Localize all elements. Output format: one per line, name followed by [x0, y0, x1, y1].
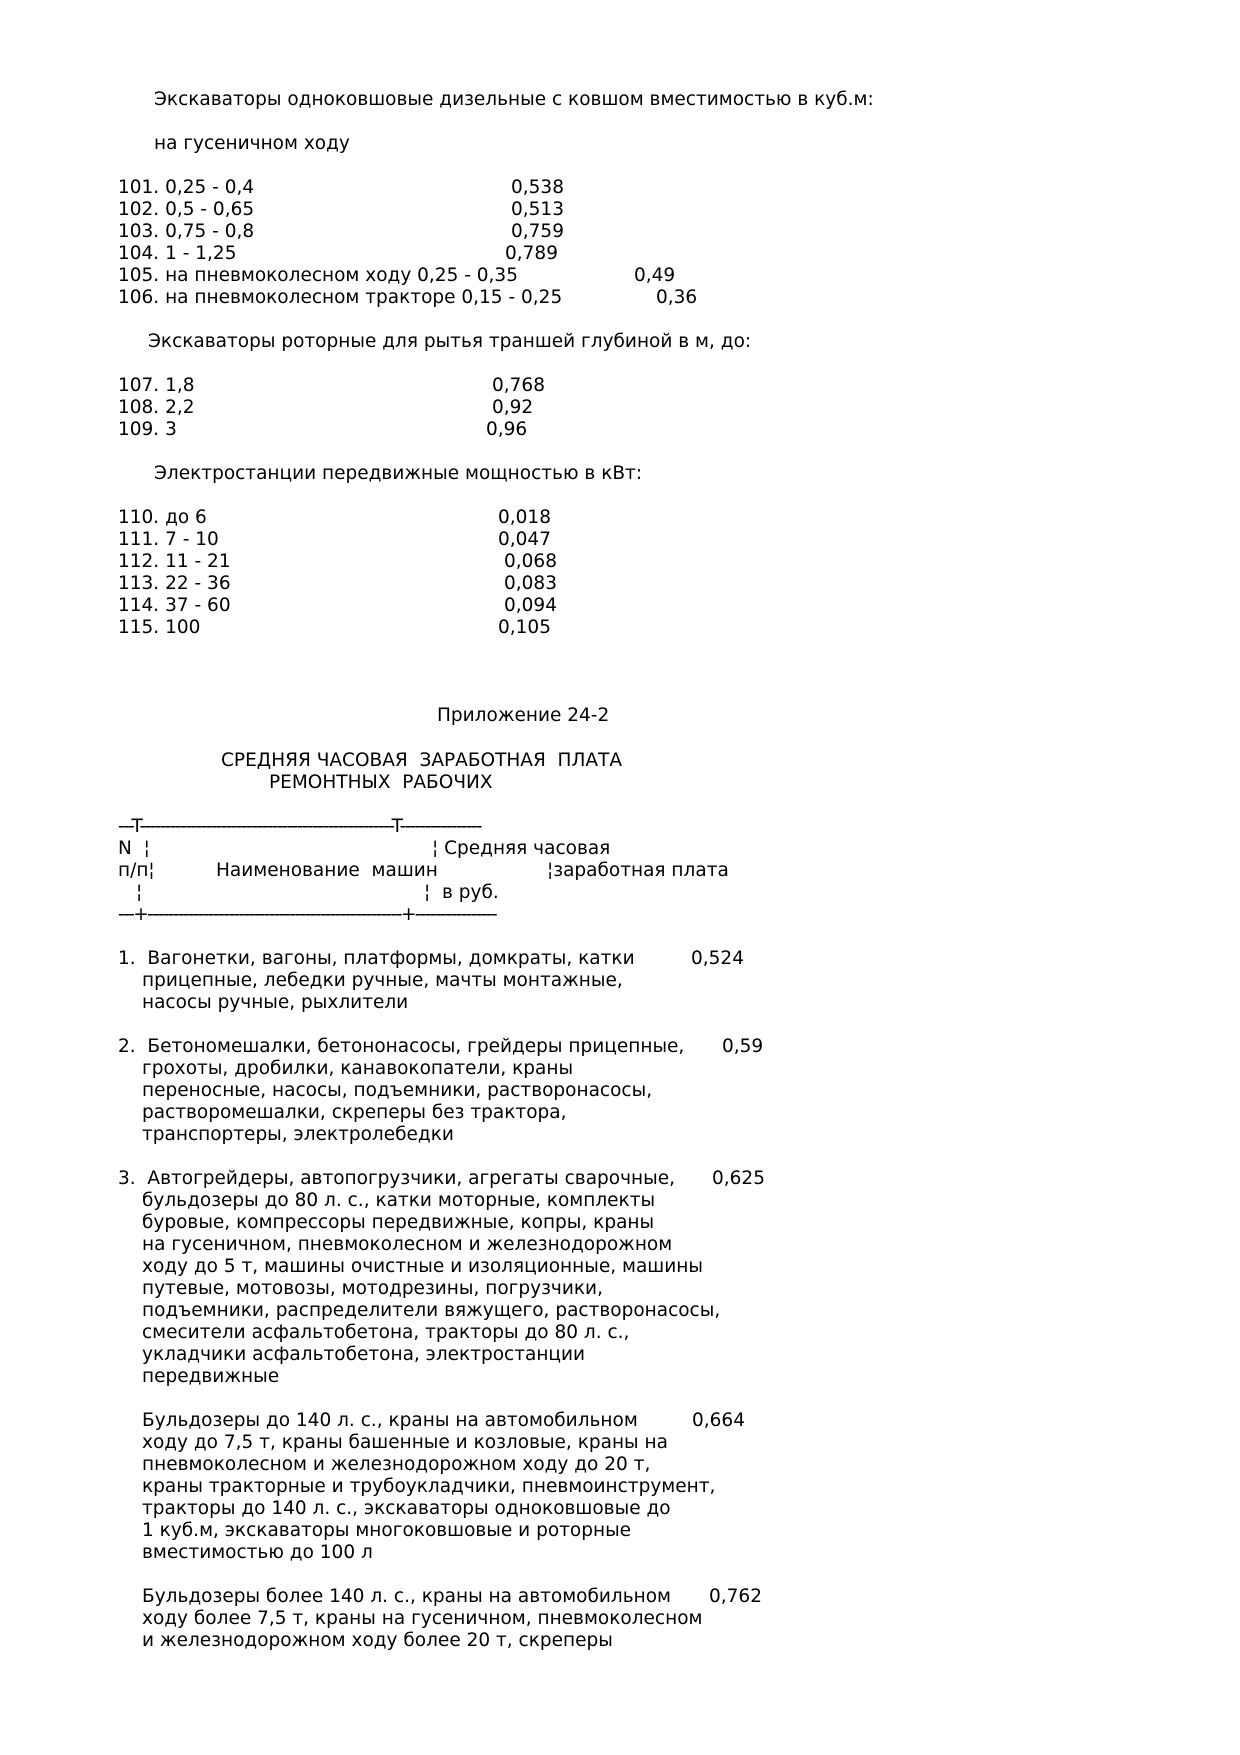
group-line: транспортеры, электролебедки [142, 1124, 454, 1145]
group-line: путевые, мотовозы, мотодрезины, погрузчики, [142, 1278, 603, 1299]
group-value: 0,625 [712, 1168, 765, 1189]
row-item: 102. 0,5 - 0,65 [118, 199, 255, 220]
row-item: 108. 2,2 [118, 397, 195, 418]
group-line: Бульдозеры до 140 л. с., краны на автомобильном [142, 1410, 638, 1431]
section-heading-power-stations: Электростанции передвижные мощностью в кВт: [154, 463, 643, 484]
row-item: 113. 22 - 36 [118, 573, 231, 594]
row-value: 0,759 [511, 221, 564, 242]
group-value: 0,762 [709, 1586, 762, 1607]
row-item: 103. 0,75 - 0,8 [118, 221, 255, 242]
appendix-title-line2: РЕМОНТНЫХ РАБОЧИХ [269, 772, 493, 793]
section-subheading-crawler: на гусеничном ходу [154, 133, 350, 154]
group-line: тракторы до 140 л. с., экскаваторы одноковшовые до [142, 1498, 671, 1519]
row-value: 0,92 [492, 397, 534, 418]
group-line: подъемники, распределители вяжущего, растворонасосы, [142, 1300, 721, 1321]
row-item: 104. 1 - 1,25 [118, 243, 237, 264]
row-value: 0,083 [504, 573, 557, 594]
row-item: 107. 1,8 [118, 375, 195, 396]
row-value: 0,047 [498, 529, 551, 550]
row-value: 0,36 [656, 287, 698, 308]
row-item: 101. 0,25 - 0,4 [118, 177, 255, 198]
group-value: 0,59 [722, 1036, 764, 1057]
row-value: 0,789 [505, 243, 558, 264]
row-value: 0,105 [498, 617, 551, 638]
group-line: Бульдозеры более 140 л. с., краны на автомобильном [142, 1586, 672, 1607]
table-header-rub: ¦ в руб. [424, 882, 499, 903]
table-header-avg-hourly: ¦ Средняя часовая [432, 838, 611, 859]
group-line: укладчики асфальтобетона, электростанции [142, 1344, 586, 1365]
group-line: пневмоколесном и железнодорожном ходу до 20 т, [142, 1454, 651, 1475]
group-line: передвижные [142, 1366, 280, 1387]
row-value: 0,49 [634, 265, 676, 286]
group-line: ходу более 7,5 т, краны на гусеничном, пневмоколесном [142, 1608, 703, 1629]
table-header-divider-left: ¦ [136, 882, 143, 903]
row-value: 0,96 [486, 419, 528, 440]
table-header-n: N ¦ [118, 838, 150, 859]
section-heading-excavators-rotor: Экскаваторы роторные для рытья траншей глубиной в м, до: [148, 331, 752, 352]
group-line: 3. Автогрейдеры, автопогрузчики, агрегаты сварочные, [118, 1168, 675, 1189]
row-item: 106. на пневмоколесном тракторе 0,15 - 0,25 [118, 287, 563, 308]
group-line: насосы ручные, рыхлители [142, 992, 409, 1013]
table-top-border: ---T--------------------------------------------------T---------------- [118, 816, 481, 837]
row-value: 0,538 [511, 177, 564, 198]
appendix-title-line1: СРЕДНЯЯ ЧАСОВАЯ ЗАРАБОТНАЯ ПЛАТА [221, 750, 622, 771]
group-line: вместимостью до 100 л [142, 1542, 373, 1563]
group-line: 1 куб.м, экскаваторы многоковшовые и роторные [142, 1520, 632, 1541]
table-header-machine-name: Наименование машин [216, 860, 438, 881]
table-bottom-border: ---+--------------------------------------------------+---------------- [118, 904, 497, 925]
group-line: и железнодорожном ходу более 20 т, скреперы [142, 1630, 613, 1651]
row-value: 0,768 [492, 375, 545, 396]
group-value: 0,664 [692, 1410, 745, 1431]
group-line: 2. Бетономешалки, бетононасосы, грейдеры прицепные, [118, 1036, 685, 1057]
group-line: бульдозеры до 80 л. с., катки моторные, комплекты [142, 1190, 656, 1211]
group-line: на гусеничном, пневмоколесном и железнодорожном [142, 1234, 673, 1255]
table-header-wage: ¦заработная плата [547, 860, 729, 881]
appendix-label: Приложение 24-2 [437, 705, 610, 726]
row-item: 111. 7 - 10 [118, 529, 219, 550]
group-line: краны тракторные и трубоукладчики, пневмоинструмент, [142, 1476, 716, 1497]
group-line: прицепные, лебедки ручные, мачты монтажные, [142, 970, 623, 991]
section-heading-excavators-single-bucket: Экскаваторы одноковшовые дизельные с ковшом вместимостью в куб.м: [154, 89, 874, 110]
group-value: 0,524 [691, 948, 744, 969]
table-header-pp: п/п¦ [118, 860, 155, 881]
row-item: 109. 3 [118, 419, 177, 440]
group-line: растворомешалки, скреперы без трактора, [142, 1102, 567, 1123]
group-line: ходу до 5 т, машины очистные и изоляционные, машины [142, 1256, 703, 1277]
group-line: буровые, компрессоры передвижные, копры, краны [142, 1212, 655, 1233]
group-line: ходу до 7,5 т, краны башенные и козловые, краны на [142, 1432, 668, 1453]
row-value: 0,018 [498, 507, 551, 528]
group-line: смесители асфальтобетона, тракторы до 80 л. с., [142, 1322, 630, 1343]
row-item: 114. 37 - 60 [118, 595, 231, 616]
row-value: 0,513 [511, 199, 564, 220]
row-item: 115. 100 [118, 617, 201, 638]
group-line: грохоты, дробилки, канавокопатели, краны [142, 1058, 574, 1079]
row-value: 0,094 [504, 595, 557, 616]
row-item: 105. на пневмоколесном ходу 0,25 - 0,35 [118, 265, 518, 286]
group-line: переносные, насосы, подъемники, растворонасосы, [142, 1080, 653, 1101]
row-value: 0,068 [504, 551, 557, 572]
row-item: 112. 11 - 21 [118, 551, 231, 572]
group-line: 1. Вагонетки, вагоны, платформы, домкраты, катки [118, 948, 635, 969]
row-item: 110. до 6 [118, 507, 207, 528]
